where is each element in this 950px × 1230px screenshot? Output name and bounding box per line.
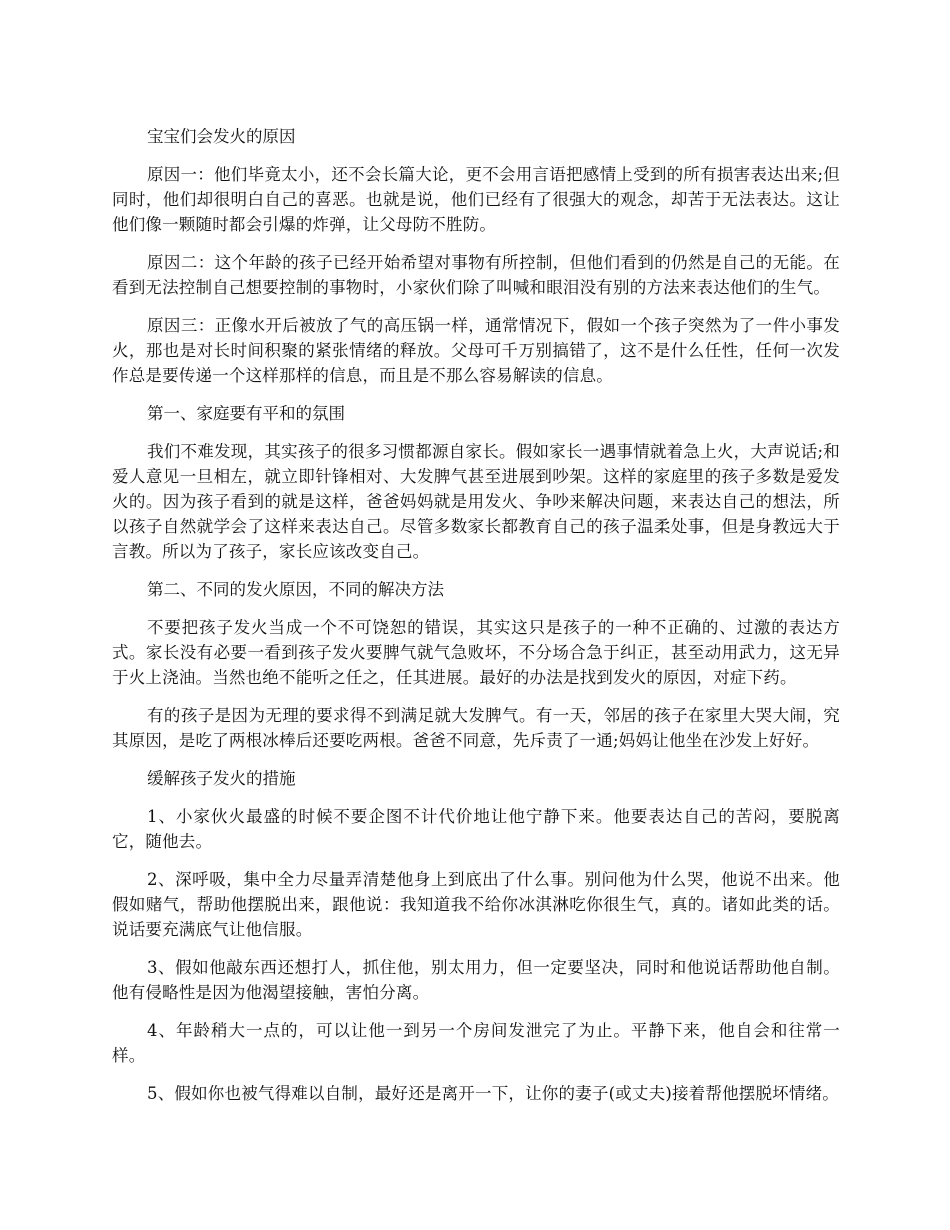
list-item: 2、深呼吸，集中全力尽量弄清楚他身上到底出了什么事。别问他为什么哭，他说不出来。他假如赌气，帮助他摆脱出来，跟他说：我知道我不给你冰淇淋吃你很生气，真的。诸如此类的话。说话要充满底气让他信服。	[112, 870, 840, 939]
section-heading: 第一、家庭要有平和的氛围	[147, 404, 345, 423]
list-item: 1、小家伙火最盛的时候不要企图不计代价地让他宁静下来。他要表达自己的苦闷，要脱离它，随他去。	[112, 807, 840, 851]
section-heading: 第二、不同的发火原因，不同的解决方法	[147, 580, 444, 599]
paragraph: 有的孩子是因为无理的要求得不到满足就大发脾气。有一天，邻居的孩子在家里大哭大闹，究其原因，是吃了两根冰棒后还要吃两根。爸爸不同意，先斥责了一通;妈妈让他坐在沙发上好好。	[112, 706, 840, 750]
list-item: 3、假如他敲东西还想打人，抓住他，别太用力，但一定要坚决，同时和他说话帮助他自制。他有侵略性是因为他渴望接触，害怕分离。	[112, 958, 840, 1002]
paragraph: 不要把孩子发火当成一个不可饶恕的错误，其实这只是孩子的一种不正确的、过激的表达方式。家长没有必要一看到孩子发火要脾气就气急败坏，不分场合急于纠正，甚至动用武力，这无异于火上浇油。当然也绝不能听之任之，任其进展。最好的办法是找到发火的原因，对症下药。	[112, 618, 840, 687]
list-item: 4、年龄稍大一点的，可以让他一到另一个房间发泄完了为止。平静下来，他自会和往常一样。	[112, 1021, 840, 1065]
paragraph: 原因二：这个年龄的孩子已经开始希望对事物有所控制，但他们看到的仍然是自己的无能。在看到无法控制自己想要控制的事物时，小家伙们除了叫喊和眼泪没有别的方法来表达他们的生气。	[112, 253, 840, 297]
paragraph: 我们不难发现，其实孩子的很多习惯都源自家长。假如家长一遇事情就着急上火，大声说话;和爱人意见一旦相左，就立即针锋相对、大发脾气甚至进展到吵架。这样的家庭里的孩子多数是爱发火的。因为孩子看到的就是这样，爸爸妈妈就是用发火、争吵来解决问题，来表达自己的想法，所以孩子自然就学会了这样来表达自己。尽管多数家长都教育自己的孩子温柔处事，但是身教远大于言教。所以为了孩子，家长应该改变自己。	[112, 442, 840, 561]
section-heading: 缓解孩子发火的措施	[147, 769, 296, 788]
paragraph: 原因一：他们毕竟太小，还不会长篇大论，更不会用言语把感情上受到的所有损害表达出来;但同时，他们却很明白自己的喜恶。也就是说，他们已经有了很强大的观念，却苦于无法表达。这让他们像一颗随时都会引爆的炸弹，让父母防不胜防。	[112, 165, 840, 234]
paragraph: 原因三：正像水开后被放了气的高压锅一样，通常情况下，假如一个孩子突然为了一件小事发火，那也是对长时间积聚的紧张情绪的释放。父母可千万别搞错了，这不是什么任性，任何一次发作总是要传递一个这样那样的信息，而且是不那么容易解读的信息。	[112, 316, 840, 385]
document-body	[112, 124, 840, 1119]
list-item: 5、假如你也被气得难以自制，最好还是离开一下，让你的妻子(或丈夫)接着帮他摆脱坏情绪。	[147, 1084, 839, 1103]
section-heading: 宝宝们会发火的原因	[147, 127, 296, 146]
